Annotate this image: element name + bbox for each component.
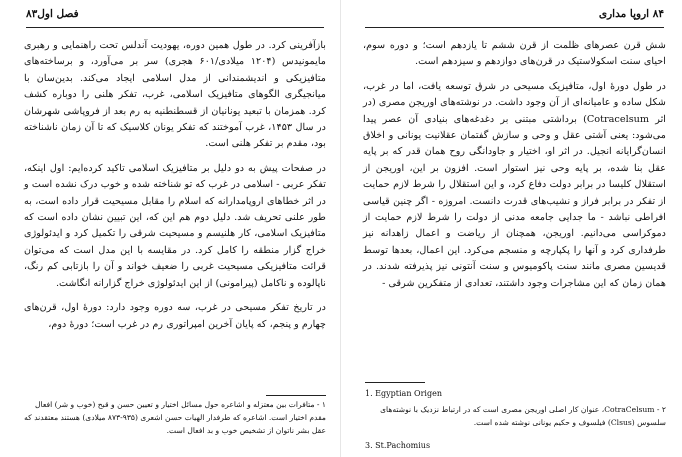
left-body xyxy=(24,38,326,333)
right-footnote-2: ۲ - CotraCelsum، عنوان کار اصلی اوریجن مصری است که در ارتباط نزدیک با نوشته‌های سلسوس (Clsus) فیلسوف و حکیم یونانی نوشته شده است. xyxy=(380,405,666,427)
left-header-rule xyxy=(26,27,324,28)
left-page-header: فصل اول۸۳ xyxy=(26,8,79,20)
right-paragraph-1: شش قرن عصرهای ظلمت از قرن ششم تا یازدهم است؛ و دوره سوم، احیای سنت اسکولاستیک در قرن‌های دوازدهم و سیزدهم است. xyxy=(363,40,666,68)
right-footnote-3-block xyxy=(365,440,485,452)
left-footnote-1: ۱ - متافرات بین معتزله و اشاعره حول مسائل اختیار و تعیین حسن و قبح (خوب و شر) افعال مقدم اختیار است. اشاعره که طرفدار الهیات حسن اشعری (۹۳۵-۸۷۳ میلادی) هستند معتقدند که عقل بشر ناتوان از تشخیص خوب و بد افعال است. xyxy=(24,400,326,435)
right-footnote-2-block xyxy=(363,403,666,429)
right-page-header: ۸۴ اروپا مداری xyxy=(598,8,664,20)
left-paragraph-1: بازآفرینی کرد. در طول همین دوره، یهودیت آندلس تحت راهنمایی و رهبری مایمونیدس (۱۲۰۴ میلادی/۶۰۱ هجری) سر بر می‌آورد، و برساخته‌های متافیزیکی و اندیشمندانی از مدل اسلامی ایجاد می‌کند. بدین‌سان با میانجیگری الگوهای متافیزیک اسلامی، غرب، تفکر هلنی را دوباره کشف کرد. همزمان با تبعید یونانیان از قسطنطنیه به رم بعد از فروپاشی شهرشان در سال ۱۴۵۳، غرب آموختند که تفکر یونان کلاسیک که تا آن زمان ناشناخته بود، مقدم بر تفکر هلنی است. xyxy=(24,40,326,150)
right-body xyxy=(363,38,666,292)
right-paragraph-2: در طول دورهٔ اول، متافیزیک مسیحی در شرق توسعه یافت، اما در غرب، شکل ساده و عامیانه‌ای از آن وجود داشت. در نوشته‌های اوریجن مصری (در اثر Cotracelsum) برداشتی مبتنی بر دغدغه‌های بنیادی آن عصر پیدا می‌شود: یعنی آشتی عقل و وحی و سازش گفتمان عقلانیت یونانی و اخلاق انسان‌گرایانه انجیل. در اثر او، اختیار و جاودانگی روح همان قدر که بر پایه عقل بنا شده، بر پایه وحی نیز استوار است. افزون بر این، اوریجن از استقلال کلیسا در برابر دولت دفاع کرد، و این استقلال را شرط لازم حمایت از تفکر در برابر فراز و نشیب‌های قدرت دانست. امروزه - اگر چنین قیاسی افراطی نباشد - ما جدایی جامعه مدنی از دولت را شرط لازم حمایت از دموکراسی می‌دانیم. اوریجن، همچنان از ریاضت و اعمال زاهدانه نیز طرفداری کرد و آنها را پکپارچه و منسجم می‌کرد. این اعمال، بعدها توسط قدیسین مصری مانند سنت پاکومیوس و سنت آنتونی نیز پذیرفته شدند. در همان زمان که این مشاجرات وجود داشتند، تعدادی از متفکرین شرقی - xyxy=(363,80,666,289)
right-footnote-1: 1. Egyptian Origen xyxy=(365,389,442,398)
right-footnote-3: 3. St.Pachomius xyxy=(365,441,431,450)
left-paragraph-3: در تاریخ تفکر مسیحی در غرب، سه دوره وجود دارد: دورهٔ اول، قرن‌های چهارم و پنجم، که پایان آخرین امپراتوری رم در غرب است؛ دورهٔ دوم، xyxy=(24,302,326,330)
right-footnote-rule xyxy=(365,382,425,383)
right-page xyxy=(341,0,682,457)
right-header-rule xyxy=(365,27,664,28)
left-footnote-rule xyxy=(266,395,326,396)
left-footnotes xyxy=(24,398,326,437)
right-footnote-1-block xyxy=(365,388,485,400)
left-paragraph-2: در صفحات پیش به دو دلیل بر متافیزیک اسلامی تاکید کرده‌ایم: اول اینکه، تفکر عربی - اسلامی در غرب که تو شناخته شده و خوب درک نشده است و در اثر خطاهای اروپامدارانه که اسلام را مقابل مسیحیت قرار داده است، به طور علنی تحریف شد. دلیل دوم هم این که، این تبیین نشان داده است که متافیزیک اسلامی، کار هلنیسم و مسیحیت شرقی را تکمیل کرد و ایدئولوژی خراج گزار منطقه را کامل کرد. در مقایسه با این مدل است که می‌توان قرائت متافیزیکی مسیحیت غربی را ضعیف خواند و آن را بازتابی کم رنگ، ناپالوده و ناکامل (پیرامونی) از این ایدئولوژی خراج گزارانه انگاشت. xyxy=(24,162,326,289)
